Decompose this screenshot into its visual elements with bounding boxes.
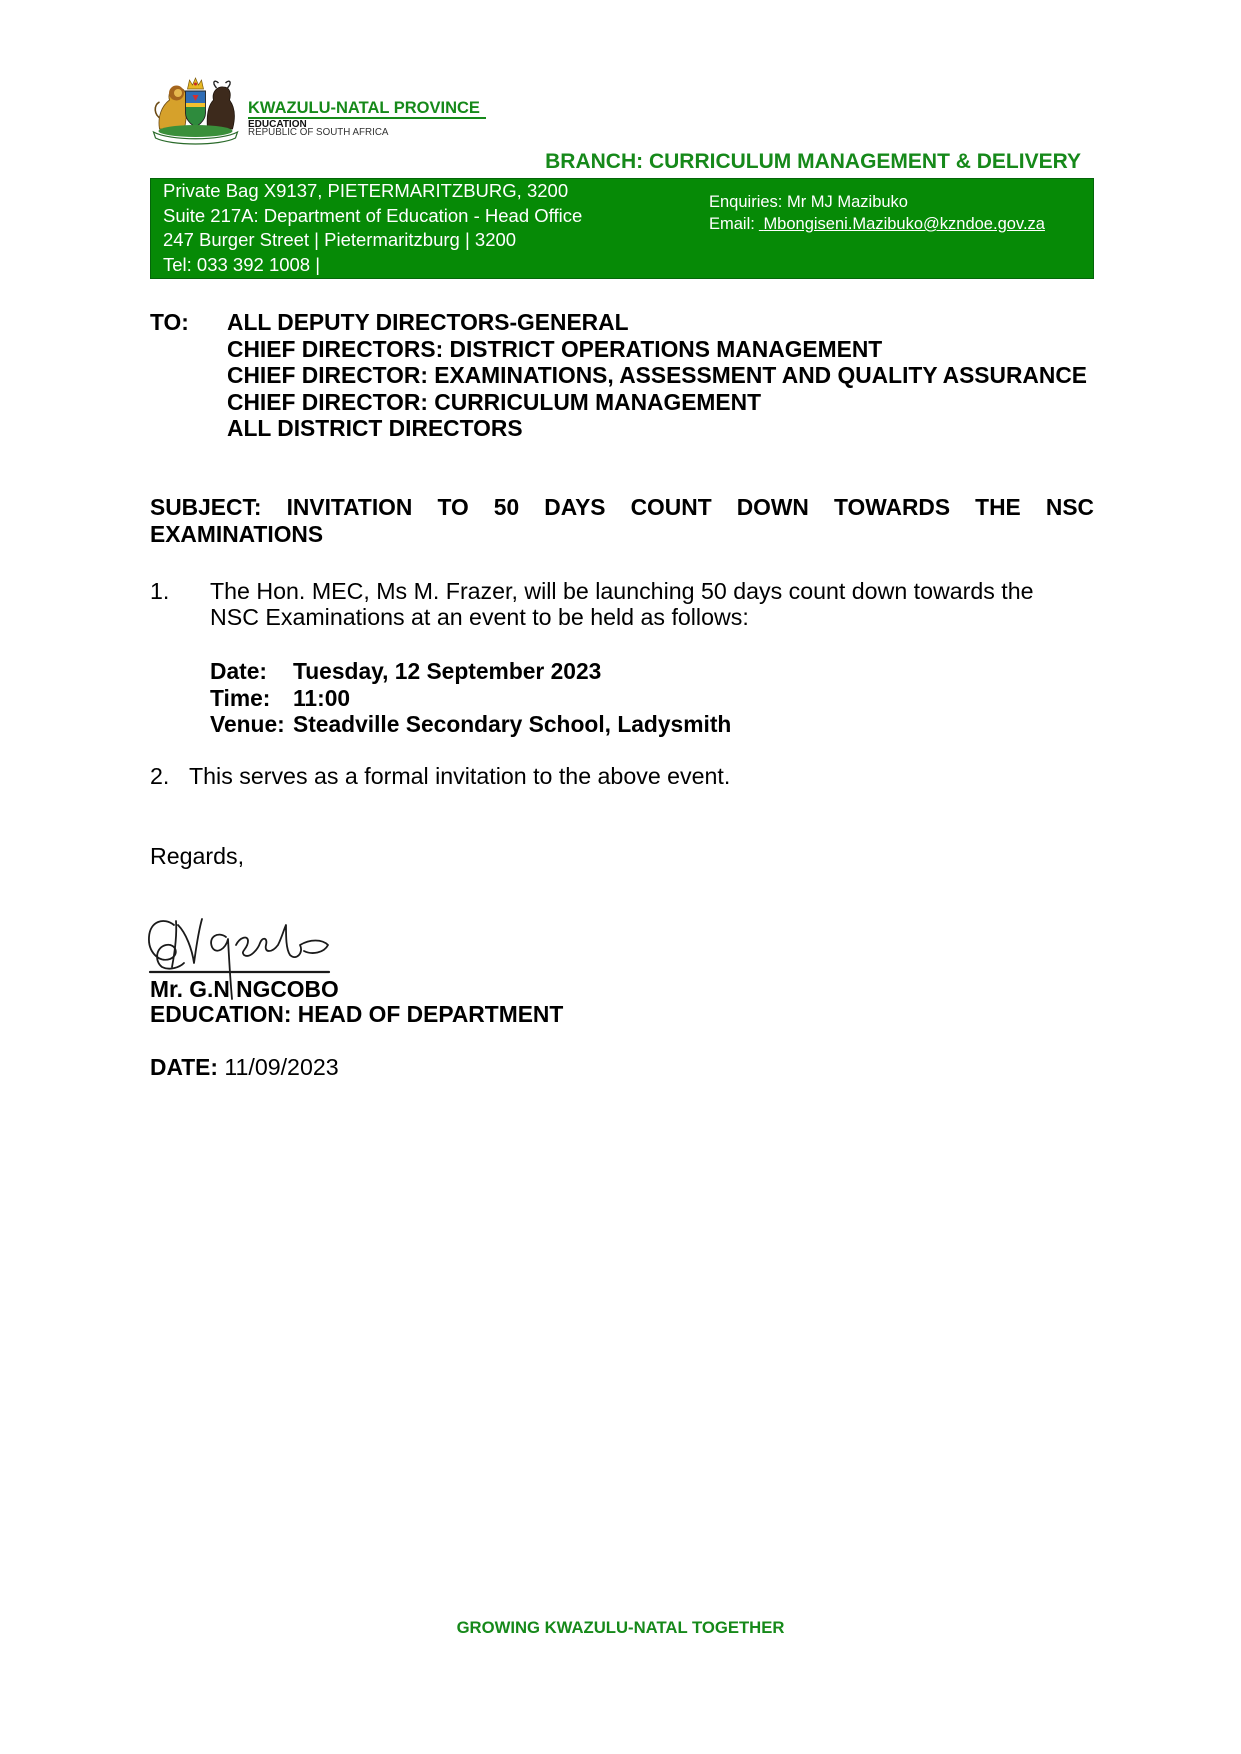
recipient-item: CHIEF DIRECTOR: EXAMINATIONS, ASSESSMENT AND QUALITY ASSURANCE	[227, 362, 1088, 388]
signatory-title: EDUCATION: HEAD OF DEPARTMENT	[150, 1001, 564, 1027]
to-label: TO:	[150, 309, 189, 335]
recipient-item: CHIEF DIRECTOR: CURRICULUM MANAGEMENT	[227, 388, 762, 415]
address-line: Suite 217A: Department of Education - Head Office	[163, 204, 583, 226]
branch-heading: BRANCH: CURRICULUM MANAGEMENT & DELIVERY	[545, 150, 1081, 173]
coat-of-arms-icon	[149, 75, 242, 145]
recipient-item: ALL DEPUTY DIRECTORS-GENERAL	[227, 309, 629, 335]
telephone-line: Tel: 033 392 1008 |	[163, 254, 321, 276]
shield-emblem	[186, 91, 206, 127]
enquiries-line: Enquiries: Mr MJ Mazibuko	[709, 193, 908, 211]
subject-label: SUBJECT:	[150, 494, 262, 520]
date-label: DATE:	[150, 1054, 218, 1080]
crown-emblem	[188, 78, 204, 89]
letterhead-contact-box	[150, 178, 1094, 279]
address-line: Private Bag X9137, PIETERMARITZBURG, 3200	[163, 180, 569, 201]
item-text: This serves as a formal invitation to the above event.	[189, 763, 731, 789]
date-value: 11/09/2023	[224, 1054, 339, 1080]
event-venue-value: Steadville Secondary School, Ladysmith	[293, 711, 732, 737]
email-label: Email:	[709, 215, 755, 233]
closing-salutation: Regards,	[150, 843, 245, 869]
email-line	[709, 213, 1045, 235]
signatory-name: Mr. G.N NGCOBO	[150, 975, 339, 1002]
item-text: The Hon. MEC, Ms M. Frazer, will be launching 50 days count down towards the NSC Examinations at an event to be held as follows:	[210, 578, 1034, 630]
province-name: KWAZULU-NATAL PROVINCE	[248, 99, 480, 117]
subject-text: INVITATION TO 50 DAYS COUNT DOWN TOWARDS THE NSC EXAMINATIONS	[150, 494, 1094, 547]
banner-emblem	[154, 125, 238, 144]
wildebeest-emblem	[207, 81, 234, 129]
letter-date	[150, 1054, 339, 1080]
recipient-item: CHIEF DIRECTORS: DISTRICT OPERATIONS MANAGEMENT	[227, 335, 883, 362]
event-time-value: 11:00	[293, 684, 351, 711]
postal-address	[163, 179, 582, 278]
event-time-label: Time:	[210, 684, 271, 711]
item-number: 1.	[150, 578, 170, 604]
department-name: EDUCATION	[248, 118, 307, 130]
footer-slogan: GROWING KWAZULU-NATAL TOGETHER	[456, 1618, 785, 1637]
country-name: REPUBLIC OF SOUTH AFRICA	[248, 126, 389, 138]
event-details	[210, 658, 731, 738]
event-time-row	[210, 685, 731, 712]
email-link[interactable]: Mbongiseni.Mazibuko@kzndoe.gov.za	[763, 215, 1045, 233]
lion-emblem	[155, 86, 186, 130]
event-venue-row	[210, 711, 731, 738]
recipient-list	[227, 309, 1087, 442]
address-line: 247 Burger Street | Pietermaritzburg | 3200	[163, 229, 517, 251]
enquiries-contact	[709, 191, 1045, 235]
item-number: 2.	[150, 763, 170, 789]
subject-line	[150, 494, 1094, 548]
event-date-row	[210, 658, 731, 685]
recipient-item: ALL DISTRICT DIRECTORS	[227, 415, 523, 441]
event-venue-label: Venue:	[210, 711, 285, 737]
event-date-value: Tuesday, 12 September 2023	[293, 658, 602, 684]
event-date-label: Date:	[210, 658, 268, 684]
